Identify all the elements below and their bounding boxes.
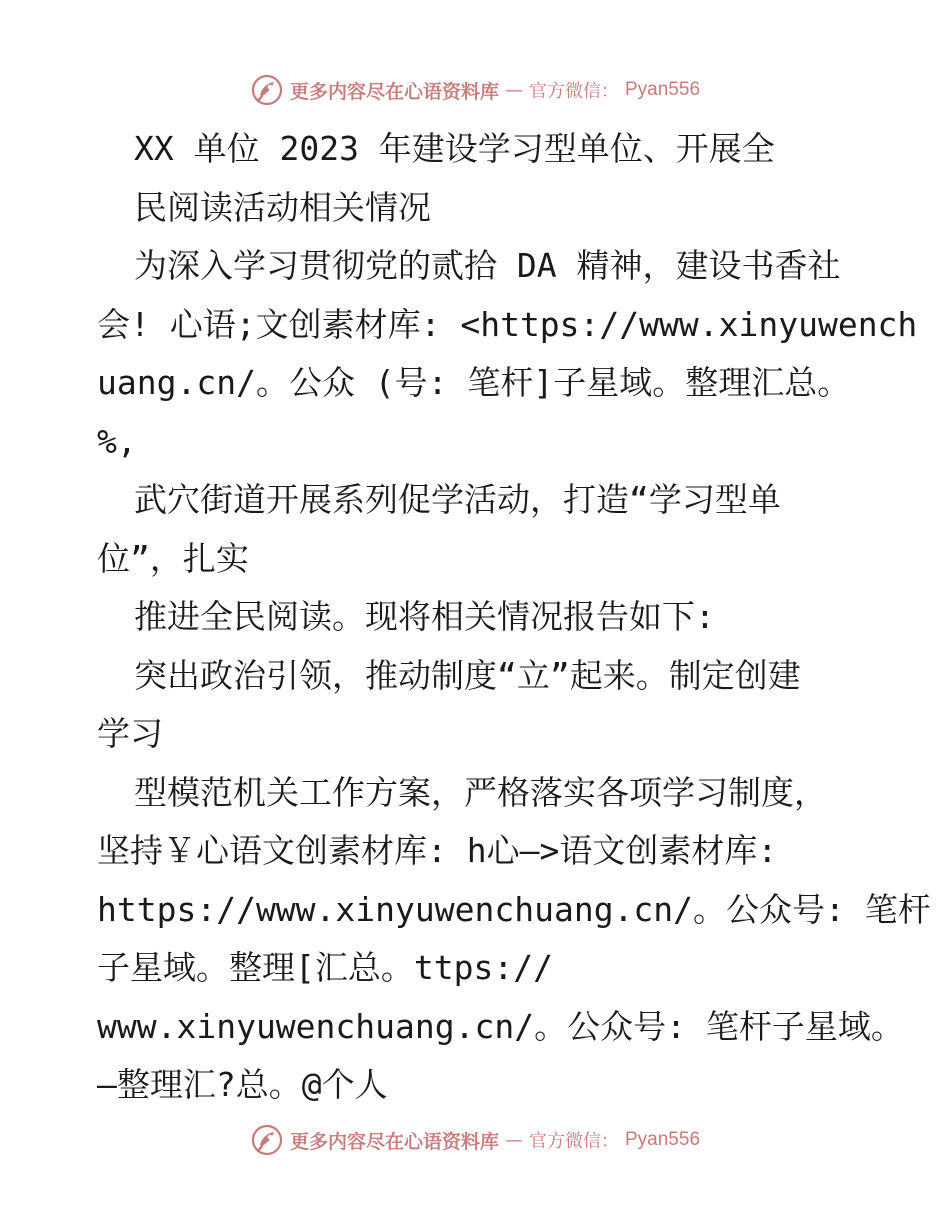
rose-pen-logo-icon bbox=[250, 1123, 284, 1157]
doc-line: —整理汇?总。@个人 bbox=[97, 1065, 388, 1104]
doc-title-line-1: XX 单位 2023 年建设学习型单位、开展全 bbox=[134, 129, 775, 168]
doc-line: 武穴街道开展系列促学活动，打造“学习型单 bbox=[134, 480, 781, 519]
rose-pen-logo-icon bbox=[250, 73, 284, 107]
watermark-brand-text: 更多内容尽在心语资料库 bbox=[289, 80, 499, 103]
watermark-wechat-id: Pyan556 bbox=[625, 1129, 701, 1150]
doc-line: 学习 bbox=[97, 714, 163, 753]
doc-line: https://www.xinyuwenchuang.cn/。公众号: 笔杆 bbox=[97, 889, 931, 929]
watermark-brand-text: 更多内容尽在心语资料库 bbox=[289, 1130, 499, 1153]
doc-line: 坚持￥心语文创素材库: h心—>语文创素材库: bbox=[97, 831, 778, 870]
watermark-wechat-id: Pyan556 bbox=[625, 79, 701, 100]
doc-line: uang.cn/。公众 (号: 笔杆]子星域。整理汇总。 bbox=[97, 363, 851, 402]
header-watermark bbox=[0, 70, 950, 110]
doc-line: 推进全民阅读。现将相关情况报告如下: bbox=[134, 597, 715, 636]
doc-title-line-2: 民阅读活动相关情况 bbox=[134, 187, 431, 227]
watermark-sub-text: 官方微信： bbox=[529, 1131, 619, 1152]
doc-line: 型模范机关工作方案，严格落实各项学习制度， bbox=[134, 772, 827, 812]
watermark-sub-text: 官方微信： bbox=[529, 81, 619, 102]
doc-line: 突出政治引领，推动制度“立”起来。制定创建 bbox=[134, 655, 801, 695]
doc-line: 子星域。整理[汇总。ttps:// bbox=[97, 948, 553, 987]
doc-line: 为深入学习贯彻党的贰拾 DA 精神，建设书香社 bbox=[134, 246, 841, 285]
doc-line: www.xinyuwenchuang.cn/。公众号: 笔杆子星域。 bbox=[97, 1006, 904, 1046]
doc-line: 位”，扎实 bbox=[97, 538, 249, 578]
doc-line: %, bbox=[97, 421, 137, 461]
footer-watermark bbox=[0, 1120, 950, 1160]
document-body bbox=[97, 120, 931, 1115]
watermark-dash: — bbox=[505, 79, 523, 101]
doc-line: 会! 心语;文创素材库: <https://www.xinyuwench bbox=[97, 304, 918, 344]
watermark-dash: — bbox=[505, 1129, 523, 1151]
